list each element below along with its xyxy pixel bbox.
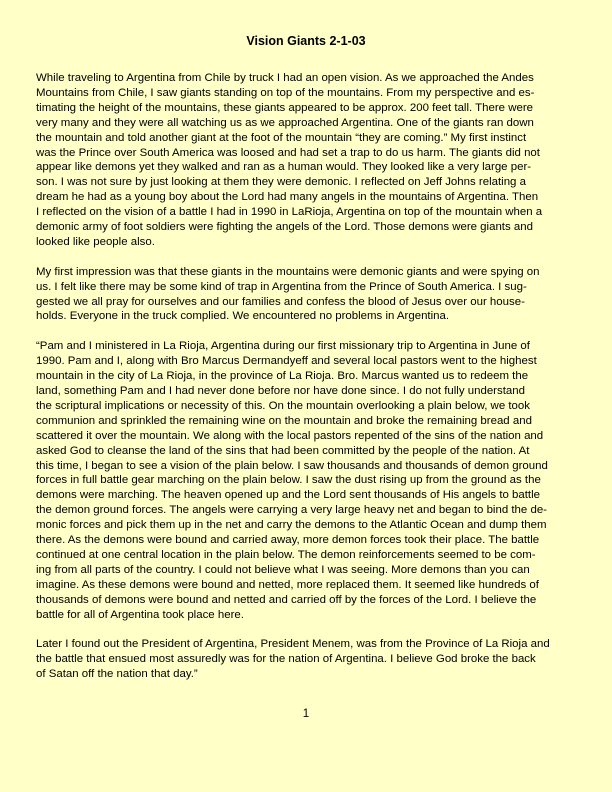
text-line: holds. Everyone in the truck complied. We encountered no problems in Argentina. bbox=[36, 310, 450, 323]
text-line: timating the height of the mountains, these giants appeared to be approx. 200 feet tall. There were bbox=[36, 101, 534, 114]
text-line: communion and sprinkled the remaining wine on the mountain and broke the remaining bread and bbox=[36, 414, 532, 427]
text-line: appear like demons yet they walked and ran as a human would. They looked like a very large per- bbox=[36, 161, 532, 174]
text-line: 1990. Pam and I, along with Bro Marcus Dermandyeff and several local pastors went to the highest bbox=[36, 355, 537, 368]
text-line: I reflected on the vision of a battle I had in 1990 in LaRioja, Argentina on top of the mountain when a bbox=[36, 206, 543, 219]
text-line: of Satan off the nation that day.” bbox=[36, 668, 198, 681]
text-line: monic forces and pick them up in the net and carry the demons to the Atlantic Ocean and dump them bbox=[36, 519, 547, 532]
text-line: mountain in the city of La Rioja, in the province of La Rioja. Bro. Marcus wanted us to redeem the bbox=[36, 370, 529, 383]
text-line: the battle that ensued most assuredly was for the nation of Argentina. I believe God broke the back bbox=[36, 653, 536, 666]
text-line: the demon ground forces. The angels were carrying a very large heavy net and began to bind the de- bbox=[36, 504, 547, 517]
text-line: “Pam and I ministered in La Rioja, Argentina during our first missionary trip to Argentina in June of bbox=[36, 340, 530, 353]
text-line: there. As the demons were bound and carried away, more demon forces took their place. The battle bbox=[36, 534, 540, 547]
text-line: dream he had as a young boy about the Lord had many angels in the mountains of Argentina. Then bbox=[36, 191, 539, 204]
text-line: this time, I began to see a vision of the plain below. I saw thousands and thousands of demon ground bbox=[36, 459, 548, 472]
text-line: demons were marching. The heaven opened up and the Lord sent thousands of His angels to battle bbox=[36, 489, 541, 502]
document-title: Vision Giants 2-1-03 bbox=[246, 34, 366, 48]
text-line: continued at one central location in the plain below. The demon reinforcements seemed to be com- bbox=[36, 548, 536, 561]
document-body bbox=[36, 71, 576, 697]
text-line: land, something Pam and I had never done before nor have done since. I do not fully understand bbox=[36, 385, 525, 397]
text-line: While traveling to Argentina from Chile by truck I had an open vision. As we approached the Andes bbox=[36, 72, 534, 84]
text-line: us. I felt like there may be some kind of trap in Argentina from the Prince of South America. I sug- bbox=[36, 280, 527, 293]
text-line: son. I was not sure by just looking at them they were demonic. I reflected on Jeff Johns relating a bbox=[36, 176, 526, 189]
text-line: very many and they were all watching us as we approached Argentina. One of the giants ran down bbox=[36, 116, 534, 129]
text-line: the scriptural implications or necessity of this. On the mountain overlooking a plain below, we took bbox=[36, 399, 530, 412]
paragraph-1 bbox=[36, 71, 576, 250]
text-line: gested we all pray for ourselves and our families and confess the blood of Jesus over our house- bbox=[36, 295, 525, 308]
text-line: demonic army of foot soldiers were fighting the angels of the Lord. Those demons were giants and bbox=[36, 221, 533, 234]
text-line: imagine. As these demons were bound and netted, more replaced them. It seemed like hundreds of bbox=[36, 578, 539, 591]
text-line: was the Prince over South America was loosed and had set a trap to do us harm. The giants did not bbox=[36, 146, 540, 159]
text-line: scattered it over the mountain. We along with the local pastors repented of the sins of the nation and bbox=[36, 429, 544, 442]
text-line: thousands of demons were bound and netted and carried off by the forces of the Lord. I believe the bbox=[36, 593, 537, 606]
page-number: 1 bbox=[302, 708, 310, 720]
paragraph-2 bbox=[36, 265, 576, 325]
text-line: battle for all of Argentina took place here. bbox=[36, 608, 244, 621]
text-line: looked like people also. bbox=[36, 235, 155, 248]
paragraph-4 bbox=[36, 637, 576, 682]
text-line: My first impression was that these giants in the mountains were demonic giants and were spying on bbox=[36, 265, 540, 278]
text-line: Later I found out the President of Argentina, President Menem, was from the Province of La Rioja and bbox=[36, 638, 550, 651]
text-line: ing from all parts of the country. I could not believe what I was seeing. More demons than you can bbox=[36, 563, 530, 576]
paragraph-3 bbox=[36, 339, 576, 622]
text-line: forces in full battle gear marching on the plain below. I saw the dust rising up from the ground as the bbox=[36, 474, 541, 487]
text-line: the mountain and told another giant at the foot of the mountain “they are coming.” My first instinct bbox=[36, 131, 527, 144]
text-line: Mountains from Chile, I saw giants standing on top of the mountains. From my perspective and es- bbox=[36, 86, 535, 99]
text-line: asked God to cleanse the land of the sins that had been committed by the people of the nation. At bbox=[36, 444, 530, 457]
